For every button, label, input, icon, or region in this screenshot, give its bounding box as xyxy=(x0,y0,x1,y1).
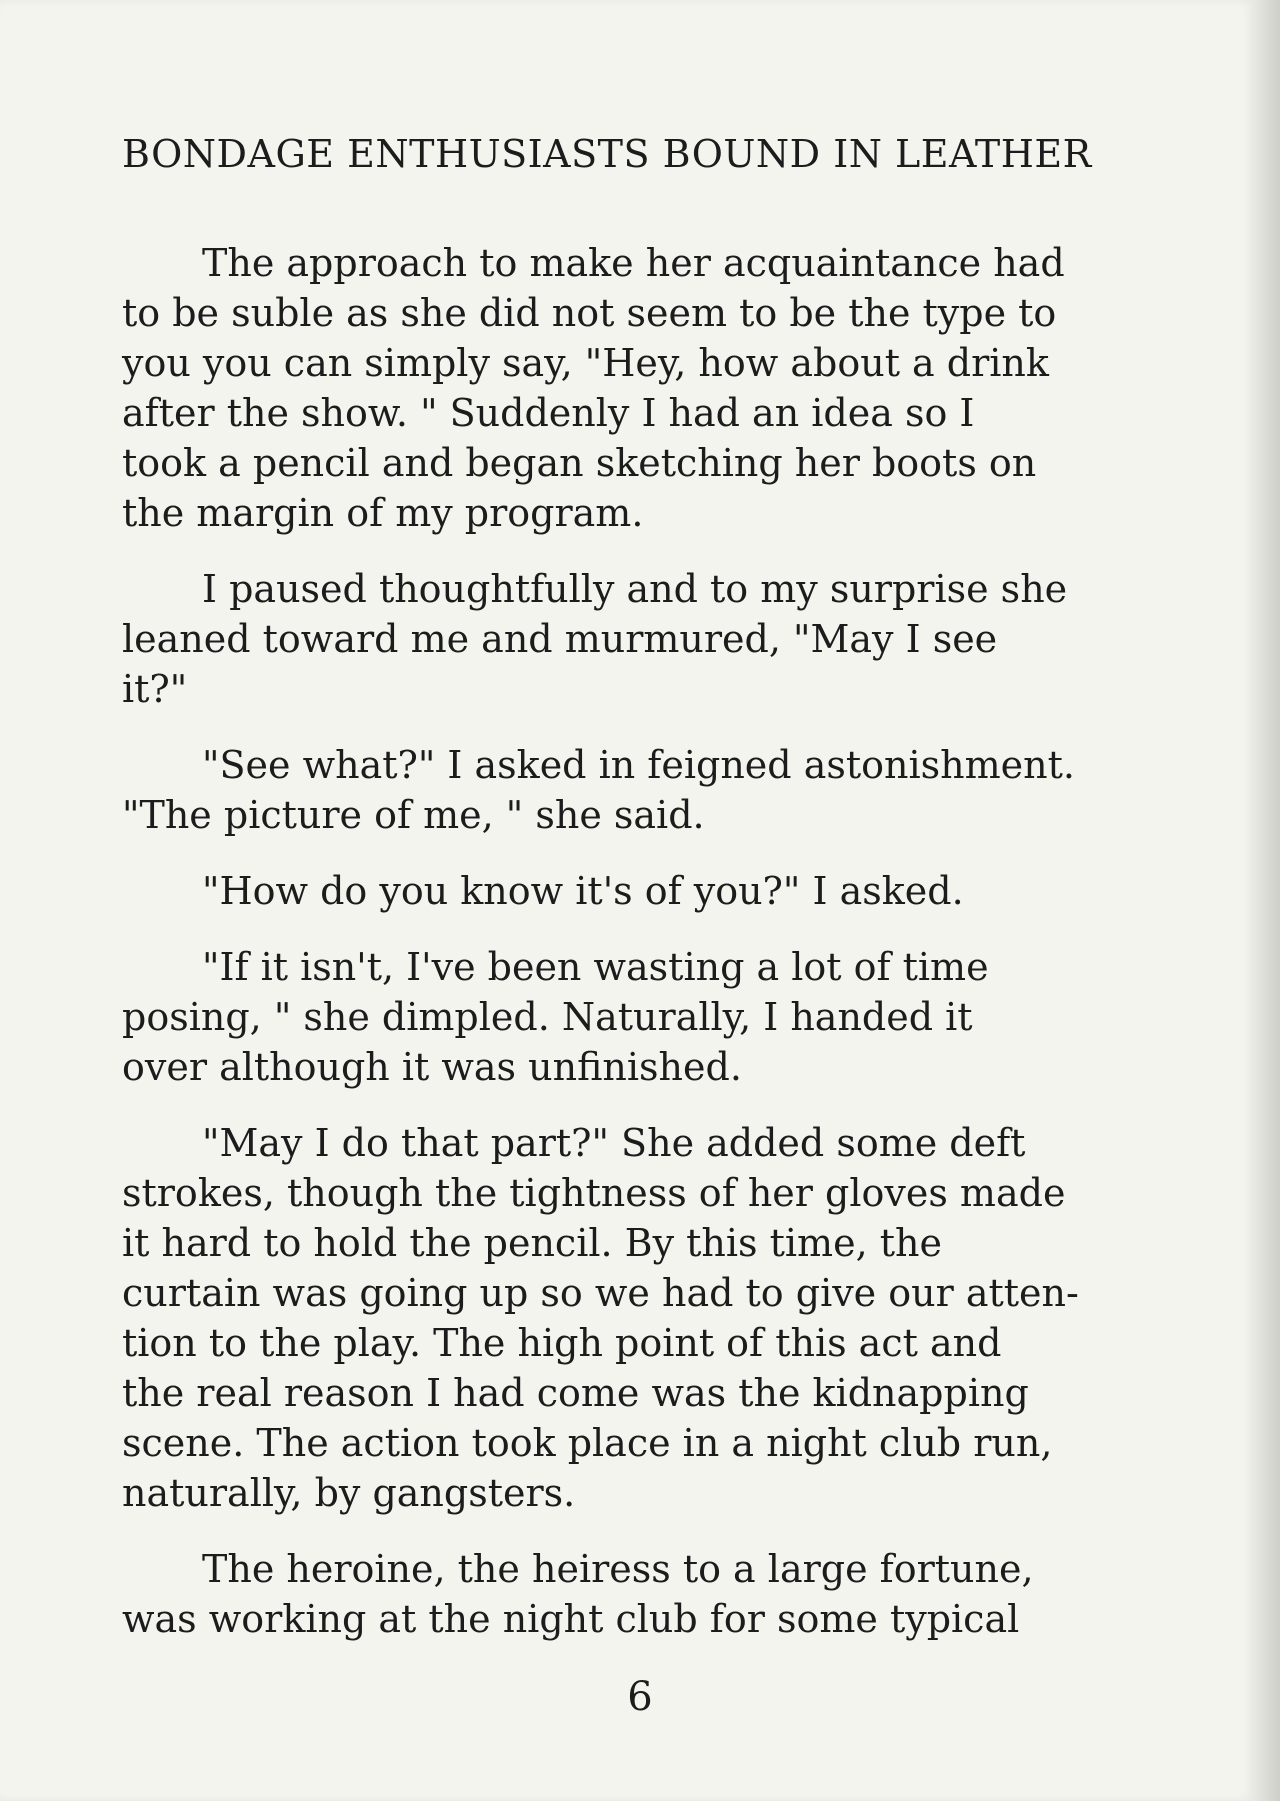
text-line: tion to the play. The high point of this act and xyxy=(122,1321,1002,1365)
text-line: it hard to hold the pencil. By this time, the xyxy=(122,1221,942,1265)
paragraph xyxy=(122,740,1212,840)
paragraph xyxy=(122,564,1212,714)
text-line: curtain was going up so we had to give our atten- xyxy=(122,1271,1079,1315)
text-line: I paused thoughtfully and to my surprise she xyxy=(202,567,1068,611)
text-line: The approach to make her acquaintance had xyxy=(202,241,1065,285)
text-line: "How do you know it's of you?" I asked. xyxy=(202,869,964,913)
text-line: over although it was unfinished. xyxy=(122,1045,742,1089)
text-line: was working at the night club for some typical xyxy=(122,1597,1020,1641)
running-header: BONDAGE ENTHUSIASTS BOUND IN LEATHER xyxy=(122,132,1092,176)
text-line: "If it isn't, I've been wasting a lot of time xyxy=(202,945,989,989)
text-line: "See what?" I asked in feigned astonishment. xyxy=(202,743,1075,787)
page-number: 6 xyxy=(627,1674,653,1720)
text-line: leaned toward me and murmured, "May I see xyxy=(122,617,998,661)
paragraph xyxy=(122,866,1212,916)
text-line: it?" xyxy=(122,667,188,711)
text-line: after the show. " Suddenly I had an idea so I xyxy=(122,391,975,435)
body-text xyxy=(122,238,1212,1644)
paragraph xyxy=(122,238,1212,538)
text-line: The heroine, the heiress to a large fortune, xyxy=(202,1547,1034,1591)
text-line: took a pencil and began sketching her boots on xyxy=(122,441,1037,485)
paragraph xyxy=(122,1118,1212,1518)
text-line: "The picture of me, " she said. xyxy=(122,793,705,837)
text-line: scene. The action took place in a night club run, xyxy=(122,1421,1053,1465)
text-line: the margin of my program. xyxy=(122,491,644,535)
paragraph xyxy=(122,942,1212,1092)
text-line: you you can simply say, "Hey, how about a drink xyxy=(122,341,1049,385)
text-line: to be suble as she did not seem to be the type to xyxy=(122,291,1057,335)
text-line: posing, " she dimpled. Naturally, I handed it xyxy=(122,995,973,1039)
paragraph xyxy=(122,1544,1212,1644)
text-line: naturally, by gangsters. xyxy=(122,1471,576,1515)
page-edge xyxy=(1256,0,1280,1801)
text-line: "May I do that part?" She added some deft xyxy=(202,1121,1026,1165)
text-line: the real reason I had come was the kidnapping xyxy=(122,1371,1029,1415)
text-line: strokes, though the tightness of her gloves made xyxy=(122,1171,1066,1215)
